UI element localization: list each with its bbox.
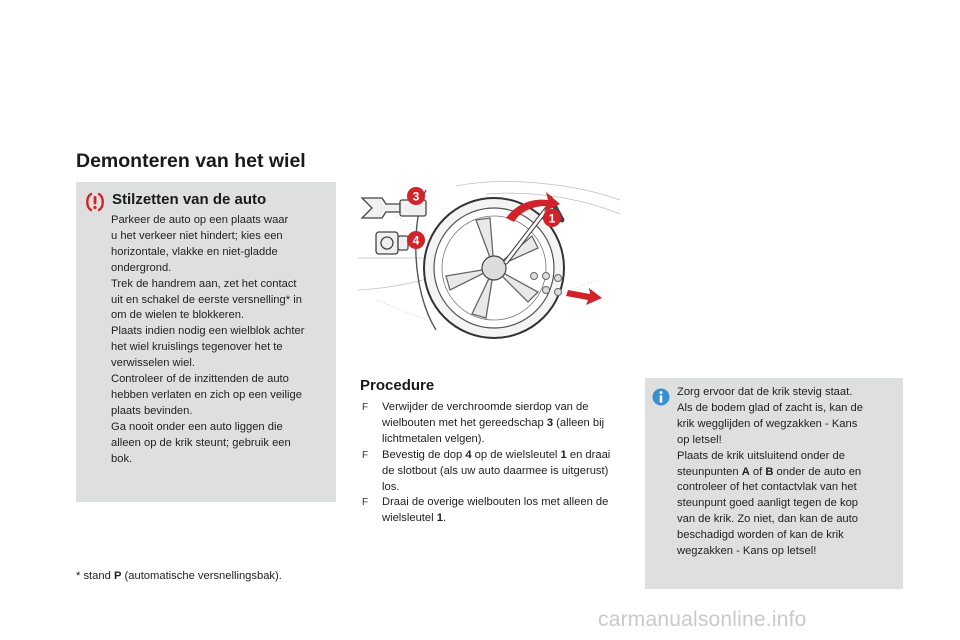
- info-line: [677, 496, 895, 512]
- info-text-run: onder de auto en: [773, 465, 862, 478]
- info-text-run: beschadigd worden of kan de krik: [677, 529, 844, 542]
- step-text: Verwijder de verchroomde sierdop van de wielbouten met het gereedschap: [382, 401, 589, 429]
- bullet-icon: F: [362, 497, 369, 509]
- bullet-icon: F: [362, 402, 369, 413]
- callout-number: 4: [412, 233, 420, 248]
- warning-title: Stilzetten van de auto: [112, 191, 267, 208]
- step-reference: 1: [436, 512, 443, 525]
- info-text: [677, 385, 895, 560]
- info-line: [677, 528, 895, 544]
- wheel-removal-illustration: [356, 180, 622, 346]
- callout-1: [543, 209, 561, 227]
- watermark: carmanualsonline.info: [598, 608, 807, 631]
- warning-line: ondergrond.: [111, 261, 172, 274]
- warning-line: Parkeer de auto op een plaats waar: [111, 214, 289, 226]
- footnote-bold: P: [113, 570, 122, 582]
- warning-line: bok.: [111, 452, 133, 465]
- warning-line: Controleer of de inzittenden de auto: [111, 373, 289, 386]
- info-line: [677, 417, 895, 433]
- step-text: Bevestig de dop: [382, 448, 466, 461]
- procedure-step: [362, 400, 622, 448]
- step-reference: 1: [560, 448, 567, 461]
- info-line: [677, 385, 895, 401]
- removal-arrow: [566, 288, 602, 305]
- info-text-run: Zorg ervoor dat de krik stevig staat.: [677, 386, 853, 398]
- info-text-run: krik wegglijden of wegzakken - Kans: [677, 417, 858, 430]
- info-line: [677, 480, 895, 496]
- info-text-run: Als de bodem glad of zacht is, kan de: [677, 401, 863, 414]
- info-text-run: controleer of het contactvlak van het: [677, 481, 857, 494]
- info-line: [677, 512, 895, 528]
- warning-line: hebben verlaten en zich op een veilige: [111, 388, 302, 401]
- info-line: [677, 433, 895, 449]
- warning-line: om de wielen te blokkeren.: [111, 309, 245, 322]
- info-box: [645, 378, 903, 589]
- warning-line: Ga nooit onder een auto liggen die: [111, 420, 283, 433]
- step-reference: 4: [465, 448, 472, 461]
- step-text: en draai de slotbout (als uw auto daarmee is uitgerust) los.: [382, 448, 611, 493]
- info-text-run: steunpunten: [677, 465, 742, 478]
- warning-line: uit en schakel de eerste versnelling* in: [111, 293, 302, 306]
- info-line: [677, 544, 895, 560]
- info-line: [677, 401, 895, 417]
- info-text-run: op letsel!: [677, 433, 722, 446]
- procedure-list: [362, 400, 622, 527]
- step-reference: 3: [546, 416, 554, 429]
- wheel: [424, 198, 564, 338]
- warning-line: alleen op de krik steunt; gebruik een: [111, 436, 291, 449]
- callout-3: [407, 187, 425, 205]
- callout-number: 3: [412, 189, 420, 204]
- page-title: Demonteren van het wiel: [76, 150, 306, 172]
- step-text: (alleen bij lichtmetalen velgen).: [382, 416, 605, 445]
- info-text-run: steunpunt goed aanligt tegen de kop: [677, 497, 859, 510]
- info-icon: [652, 388, 670, 406]
- step-text: op de wielsleutel: [471, 448, 561, 461]
- info-line: [677, 449, 895, 465]
- procedure-step: [362, 448, 622, 496]
- callout-number: 1: [548, 211, 556, 226]
- footnote: [76, 570, 282, 582]
- footnote-suffix: (automatische versnellingsbak).: [121, 570, 282, 582]
- warning-line: u het verkeer niet hindert; kies een: [111, 229, 283, 242]
- warning-icon: [85, 192, 105, 212]
- step-text: Draai de overige wielbouten los met alleen de wielsleutel: [382, 496, 609, 525]
- procedure-step: [362, 495, 622, 527]
- procedure-title: Procedure: [360, 377, 435, 394]
- warning-line: Plaats indien nodig een wielblok achter: [111, 325, 305, 338]
- warning-line: Trek de handrem aan, zet het contact: [111, 277, 297, 290]
- step-text: .: [442, 512, 447, 525]
- info-text-run: wegzakken - Kans op letsel!: [677, 545, 817, 558]
- info-text-run: of: [749, 465, 766, 478]
- warning-box: [76, 182, 336, 502]
- info-line: [677, 465, 895, 481]
- info-text-run: Plaats de krik uitsluitend onder de: [677, 449, 845, 462]
- warning-line: plaats bevinden.: [111, 404, 193, 417]
- bullet-icon: F: [362, 449, 369, 461]
- warning-line: het wiel kruislings tegenover het te: [111, 341, 283, 354]
- warning-text: [111, 213, 329, 468]
- footnote-prefix: * stand: [76, 570, 114, 582]
- callout-4: [407, 231, 425, 249]
- info-text-run: van de krik. Zo niet, dan kan de auto: [677, 513, 858, 526]
- support-point-label: B: [765, 465, 774, 478]
- tool-4: [376, 232, 408, 254]
- warning-line: verwisselen wiel.: [111, 357, 195, 370]
- warning-line: horizontale, vlakke en niet-gladde: [111, 245, 278, 258]
- support-point-label: A: [741, 465, 750, 478]
